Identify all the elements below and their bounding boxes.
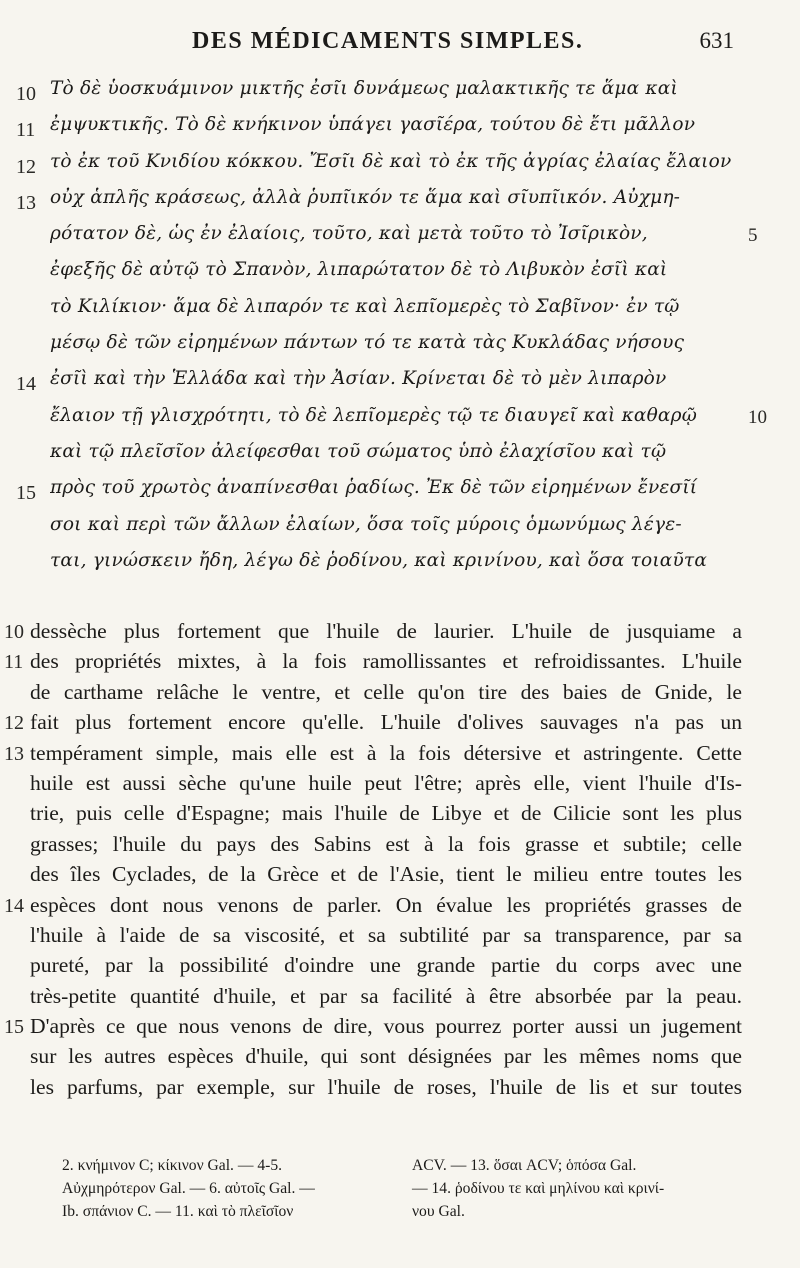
greek-line (0, 362, 800, 398)
page-header (0, 26, 800, 60)
margin-line-number: 5 (748, 225, 758, 247)
greek-line-text: ἐσῖὶ καὶ τὴν Ἑλλάδα καὶ τὴν Ἀσίαν. Κρίνεται δὲ τὸ μὲν λιπαρὸν (50, 368, 667, 390)
french-line-text: pureté, par la possibilité d'oindre une grande partie du corps avec une (30, 953, 742, 978)
greek-line (0, 326, 800, 362)
line-number: 12 (4, 712, 24, 735)
footnote-line: ACV. — 13. ὅσαι ACV; ὁπόσα Gal. (412, 1157, 637, 1174)
footnote-line: Αὐχμηρότερον Gal. — 6. αὐτοῖς Gal. — (62, 1180, 315, 1197)
greek-line (0, 435, 800, 471)
french-line-text: trie, puis celle d'Espagne; mais l'huile de Libye et de Cilicie sont les plus (30, 801, 742, 826)
french-line (0, 679, 800, 709)
line-number: 12 (16, 155, 36, 178)
french-line-text: des propriétés mixtes, à la fois ramollissantes et refroidissantes. L'huile (30, 649, 742, 674)
greek-line (0, 508, 800, 544)
french-line (0, 1043, 800, 1073)
line-number: 15 (16, 482, 36, 505)
french-line-text: tempérament simple, mais elle est à la fois détersive et astringente. Cette (30, 740, 742, 765)
greek-line-text: πρὸς τοῦ χρωτὸς ἀναπίνεσθαι ῥαδίως. Ἐκ δὲ τῶν εἰρημένων ἔνεσῖί (50, 477, 698, 499)
greek-line (0, 290, 800, 326)
french-line (0, 800, 800, 830)
french-line (0, 861, 800, 891)
french-line (0, 831, 800, 861)
greek-line (0, 544, 800, 580)
french-line (0, 983, 800, 1013)
line-number: 11 (16, 119, 36, 142)
greek-line (0, 471, 800, 507)
greek-line-text: ἔλαιον τῇ γλισχρότητι, τὸ δὲ λεπῖομερὲς τῷ τε διαυγεῖ καὶ καθαρῷ (50, 404, 697, 426)
french-line-text: grasses; l'huile du pays des Sabins est à la fois grasse et subtile; celle (30, 831, 742, 856)
line-number: 15 (4, 1016, 24, 1039)
greek-line-text: σοι καὶ περὶ τῶν ἄλλων ἐλαίων, ὅσα τοῖς μύροις ὁμωνύμως λέγε- (50, 513, 682, 535)
greek-line-text: Τὸ δὲ ὑοσκυάμινον μικτῆς ἐσῖι δυνάμεως μαλακτικῆς τε ἅμα καὶ (50, 78, 678, 99)
french-line (0, 648, 800, 678)
greek-line (0, 399, 800, 435)
line-number: 11 (4, 651, 24, 674)
french-line (0, 770, 800, 800)
french-translation-block (0, 618, 800, 1104)
french-line (0, 618, 800, 648)
greek-line-text: μέσῳ δὲ τῶν εἰρημένων πάντων τό τε κατὰ τὰς Κυκλάδας νήσους (50, 332, 685, 354)
greek-line-text: οὐχ ἁπλῆς κράσεως, ἀλλὰ ῥυπῖικόν τε ἅμα καὶ σῖυπῖικόν. Αὐχμη- (50, 186, 681, 208)
greek-line-text: ἐμψυκτικῆς. Τὸ δὲ κνήκινον ὑπάγει γασῖέρα, τούτου δὲ ἔτι μᾶλλον (50, 114, 696, 136)
line-number: 10 (4, 621, 24, 643)
margin-line-number: 10 (748, 406, 767, 428)
line-number: 14 (4, 894, 24, 917)
french-line (0, 740, 800, 770)
french-line-text: fait plus fortement encore qu'elle. L'huile d'olives sauvages n'a pas un (30, 710, 742, 735)
french-line-text: l'huile à l'aide de sa viscosité, et sa subtilité par sa transparence, par sa (30, 922, 742, 947)
french-line-text: huile est aussi sèche qu'une huile peut l'être; après elle, vient l'huile d'Is- (30, 770, 742, 795)
line-number: 13 (4, 742, 24, 765)
greek-line (0, 108, 800, 144)
greek-line-text: καὶ τῷ πλεῖσῖον ἀλείφεσθαι τοῦ σώματος ὑπὸ ἐλαχίσῖου καὶ τῷ (50, 440, 667, 462)
line-number: 10 (16, 83, 36, 105)
greek-line (0, 253, 800, 289)
greek-line-text: ἐφεξῆς δὲ αὐτῷ τὸ Σπανὸν, λιπαρώτατον δὲ τὸ Λιβυκὸν ἐσῖὶ καὶ (50, 259, 668, 281)
footnote-line: νου Gal. (412, 1203, 465, 1220)
greek-line-text: τὸ Κιλίκιον· ἅμα δὲ λιπαρόν τε καὶ λεπῖομερὲς τὸ Σαβῖνον· ἐν τῷ (50, 295, 680, 317)
french-line-text: très-petite quantité d'huile, et par sa facilité à être absorbée par la peau. (30, 983, 742, 1008)
french-line-text: sur les autres espèces d'huile, qui sont désignées par les mêmes noms que (30, 1044, 742, 1069)
greek-line (0, 145, 800, 181)
greek-line (0, 181, 800, 217)
footnote-line: — 14. ῥοδίνου τε καὶ μηλίνου καὶ κρινί- (412, 1180, 665, 1197)
french-line-text: espèces dont nous venons de parler. On évalue les propriétés grasses de (30, 892, 742, 917)
french-line-text: les parfums, par exemple, sur l'huile de roses, l'huile de lis et sur toutes (30, 1074, 742, 1099)
greek-line (0, 217, 800, 253)
french-line (0, 892, 800, 922)
footnotes-left-column (62, 1157, 315, 1226)
line-number: 13 (16, 191, 36, 214)
footnotes-right-column (412, 1157, 664, 1226)
greek-text-block (0, 72, 800, 580)
french-line (0, 709, 800, 739)
greek-line-text: ται, γινώσκειν ἤδη, λέγω δὲ ῥοδίνου, καὶ κρινίνου, καὶ ὅσα τοιαῦτα (50, 549, 708, 571)
french-line (0, 952, 800, 982)
french-line-text: dessèche plus fortement que l'huile de laurier. L'huile de jusquiame a (30, 619, 742, 643)
page-number: 631 (699, 28, 734, 53)
footnote-line: Ib. σπάνιον C. — 11. καὶ τὸ πλεῖσῖον (62, 1203, 294, 1220)
french-line (0, 1074, 800, 1104)
french-line-text: des îles Cyclades, de la Grèce et de l'Asie, tient le milieu entre toutes les (30, 862, 742, 887)
french-line (0, 922, 800, 952)
footnote-line: 2. κνήμινον C; κίκινον Gal. — 4-5. (62, 1157, 283, 1174)
french-line-text: D'après ce que nous venons de dire, vous pourrez porter aussi un jugement (30, 1014, 742, 1039)
line-number: 14 (16, 373, 36, 396)
greek-line-text: τὸ ἐκ τοῦ Κνιδίου κόκκου. Ἔσῖι δὲ καὶ τὸ ἐκ τῆς ἀγρίας ἐλαίας ἔλαιον (50, 150, 732, 172)
french-line-text: de carthame relâche le ventre, et celle qu'on tire des baies de Gnide, le (30, 679, 742, 704)
greek-line (0, 72, 800, 108)
french-line (0, 1013, 800, 1043)
running-head: DES MÉDICAMENTS SIMPLES. (192, 28, 584, 54)
greek-line-text: ρότατον δὲ, ὡς ἐν ἐλαίοις, τοῦτο, καὶ μετὰ τοῦτο τὸ Ἰσῖρικὸν, (50, 223, 648, 245)
